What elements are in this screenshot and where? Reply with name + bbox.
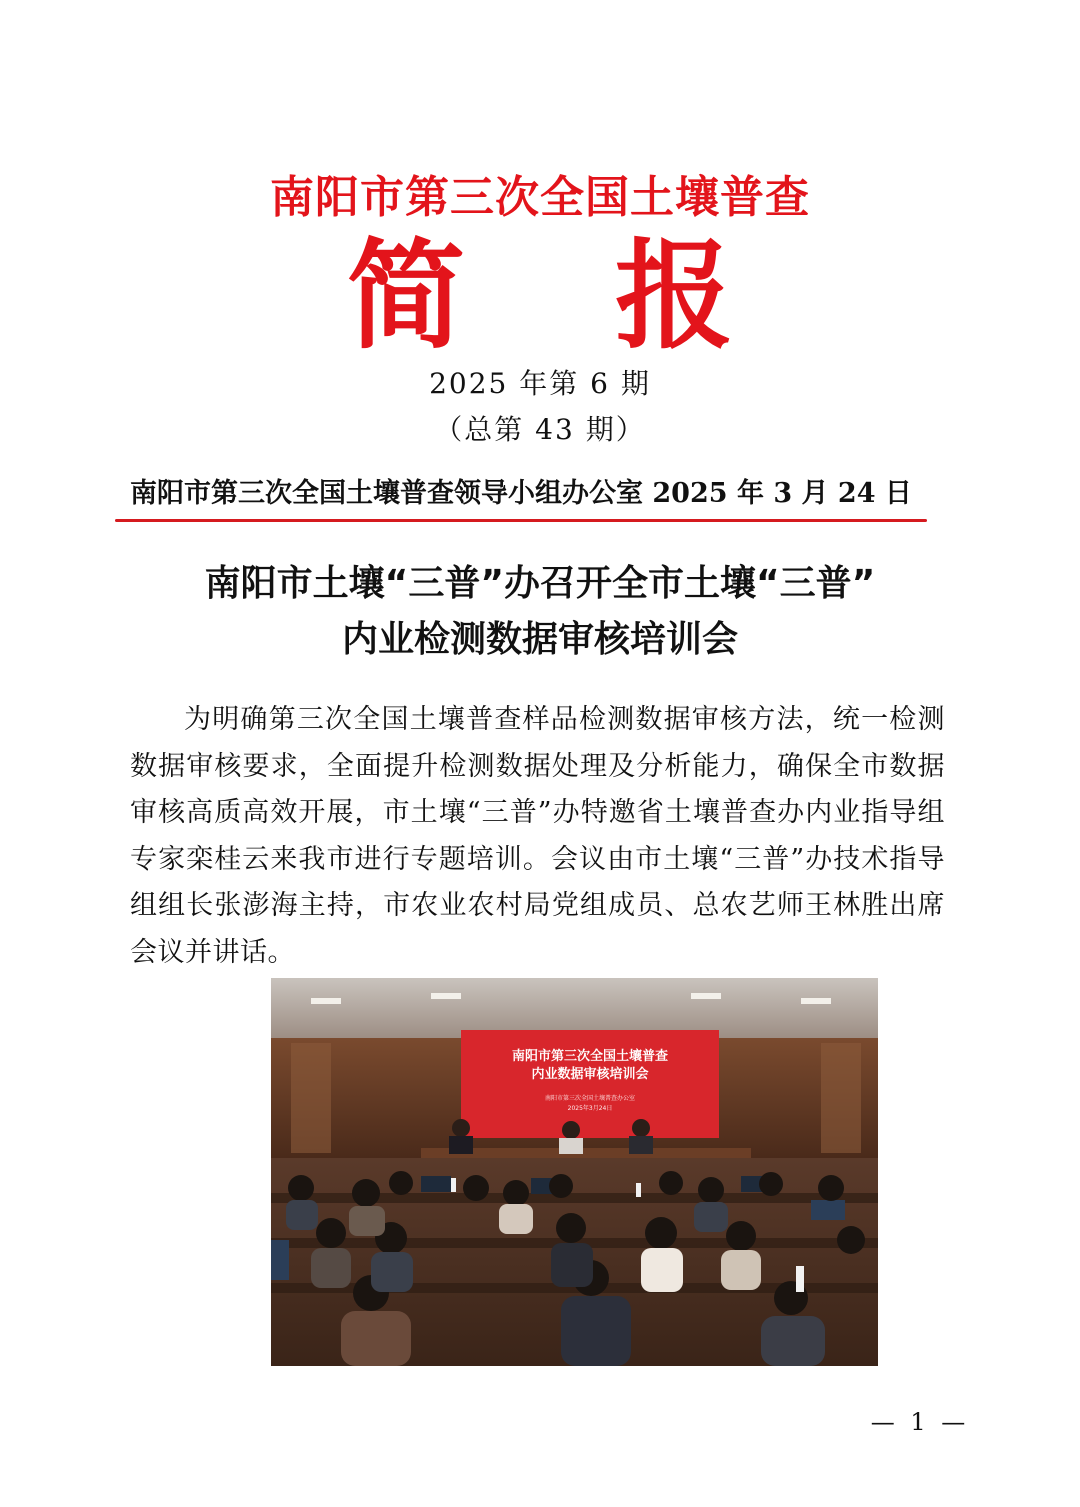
headline-line-1: 南阳市土壤“三普”办召开全市土壤“三普” [204,563,876,604]
meeting-photo [271,978,878,1366]
article-paragraph: 为明确第三次全国土壤普查样品检测数据审核方法，统一检测数据审核要求，全面提升检测数据处理及分析能力，确保全市数据审核高质高效开展，市土壤“三普”办特邀省土壤普查办内业指导组专家栾桂云来我市进行专题培训。会议由市土壤“三普”办技术指导组组长张澎海主持，市农业农村局党组成员、总农艺师王林胜出席会议并讲话。 [130,704,945,968]
issue-number: 2025 年第 6 期 [429,367,651,400]
led-screen [461,1030,719,1138]
screen-title-1: 南阳市第三次全国土壤普查 [511,1049,669,1064]
screen-title-2: 内业数据审核培训会 [531,1067,649,1082]
red-divider-rule [115,519,927,522]
masthead-title-char-2: 报 [615,226,734,365]
masthead-org: 南阳市第三次全国土壤普查 [270,172,810,223]
article-headline [60,556,1020,668]
ceiling [271,978,878,1038]
masthead-title [0,228,1080,364]
page-number: — 1 — [870,1408,970,1436]
issue-total: （总第 43 期） [434,413,646,446]
masthead-title-char-1: 简 [346,226,465,365]
headline-line-2: 内业检测数据审核培训会 [341,619,738,660]
screen-date: 2025年3月24日 [567,1105,613,1112]
issuer-date-line: 南阳市第三次全国土壤普查领导小组办公室 2025 年 3 月 24 日 [130,478,912,509]
screen-org: 南阳市第三次全国土壤普查办公室 [544,1095,636,1102]
